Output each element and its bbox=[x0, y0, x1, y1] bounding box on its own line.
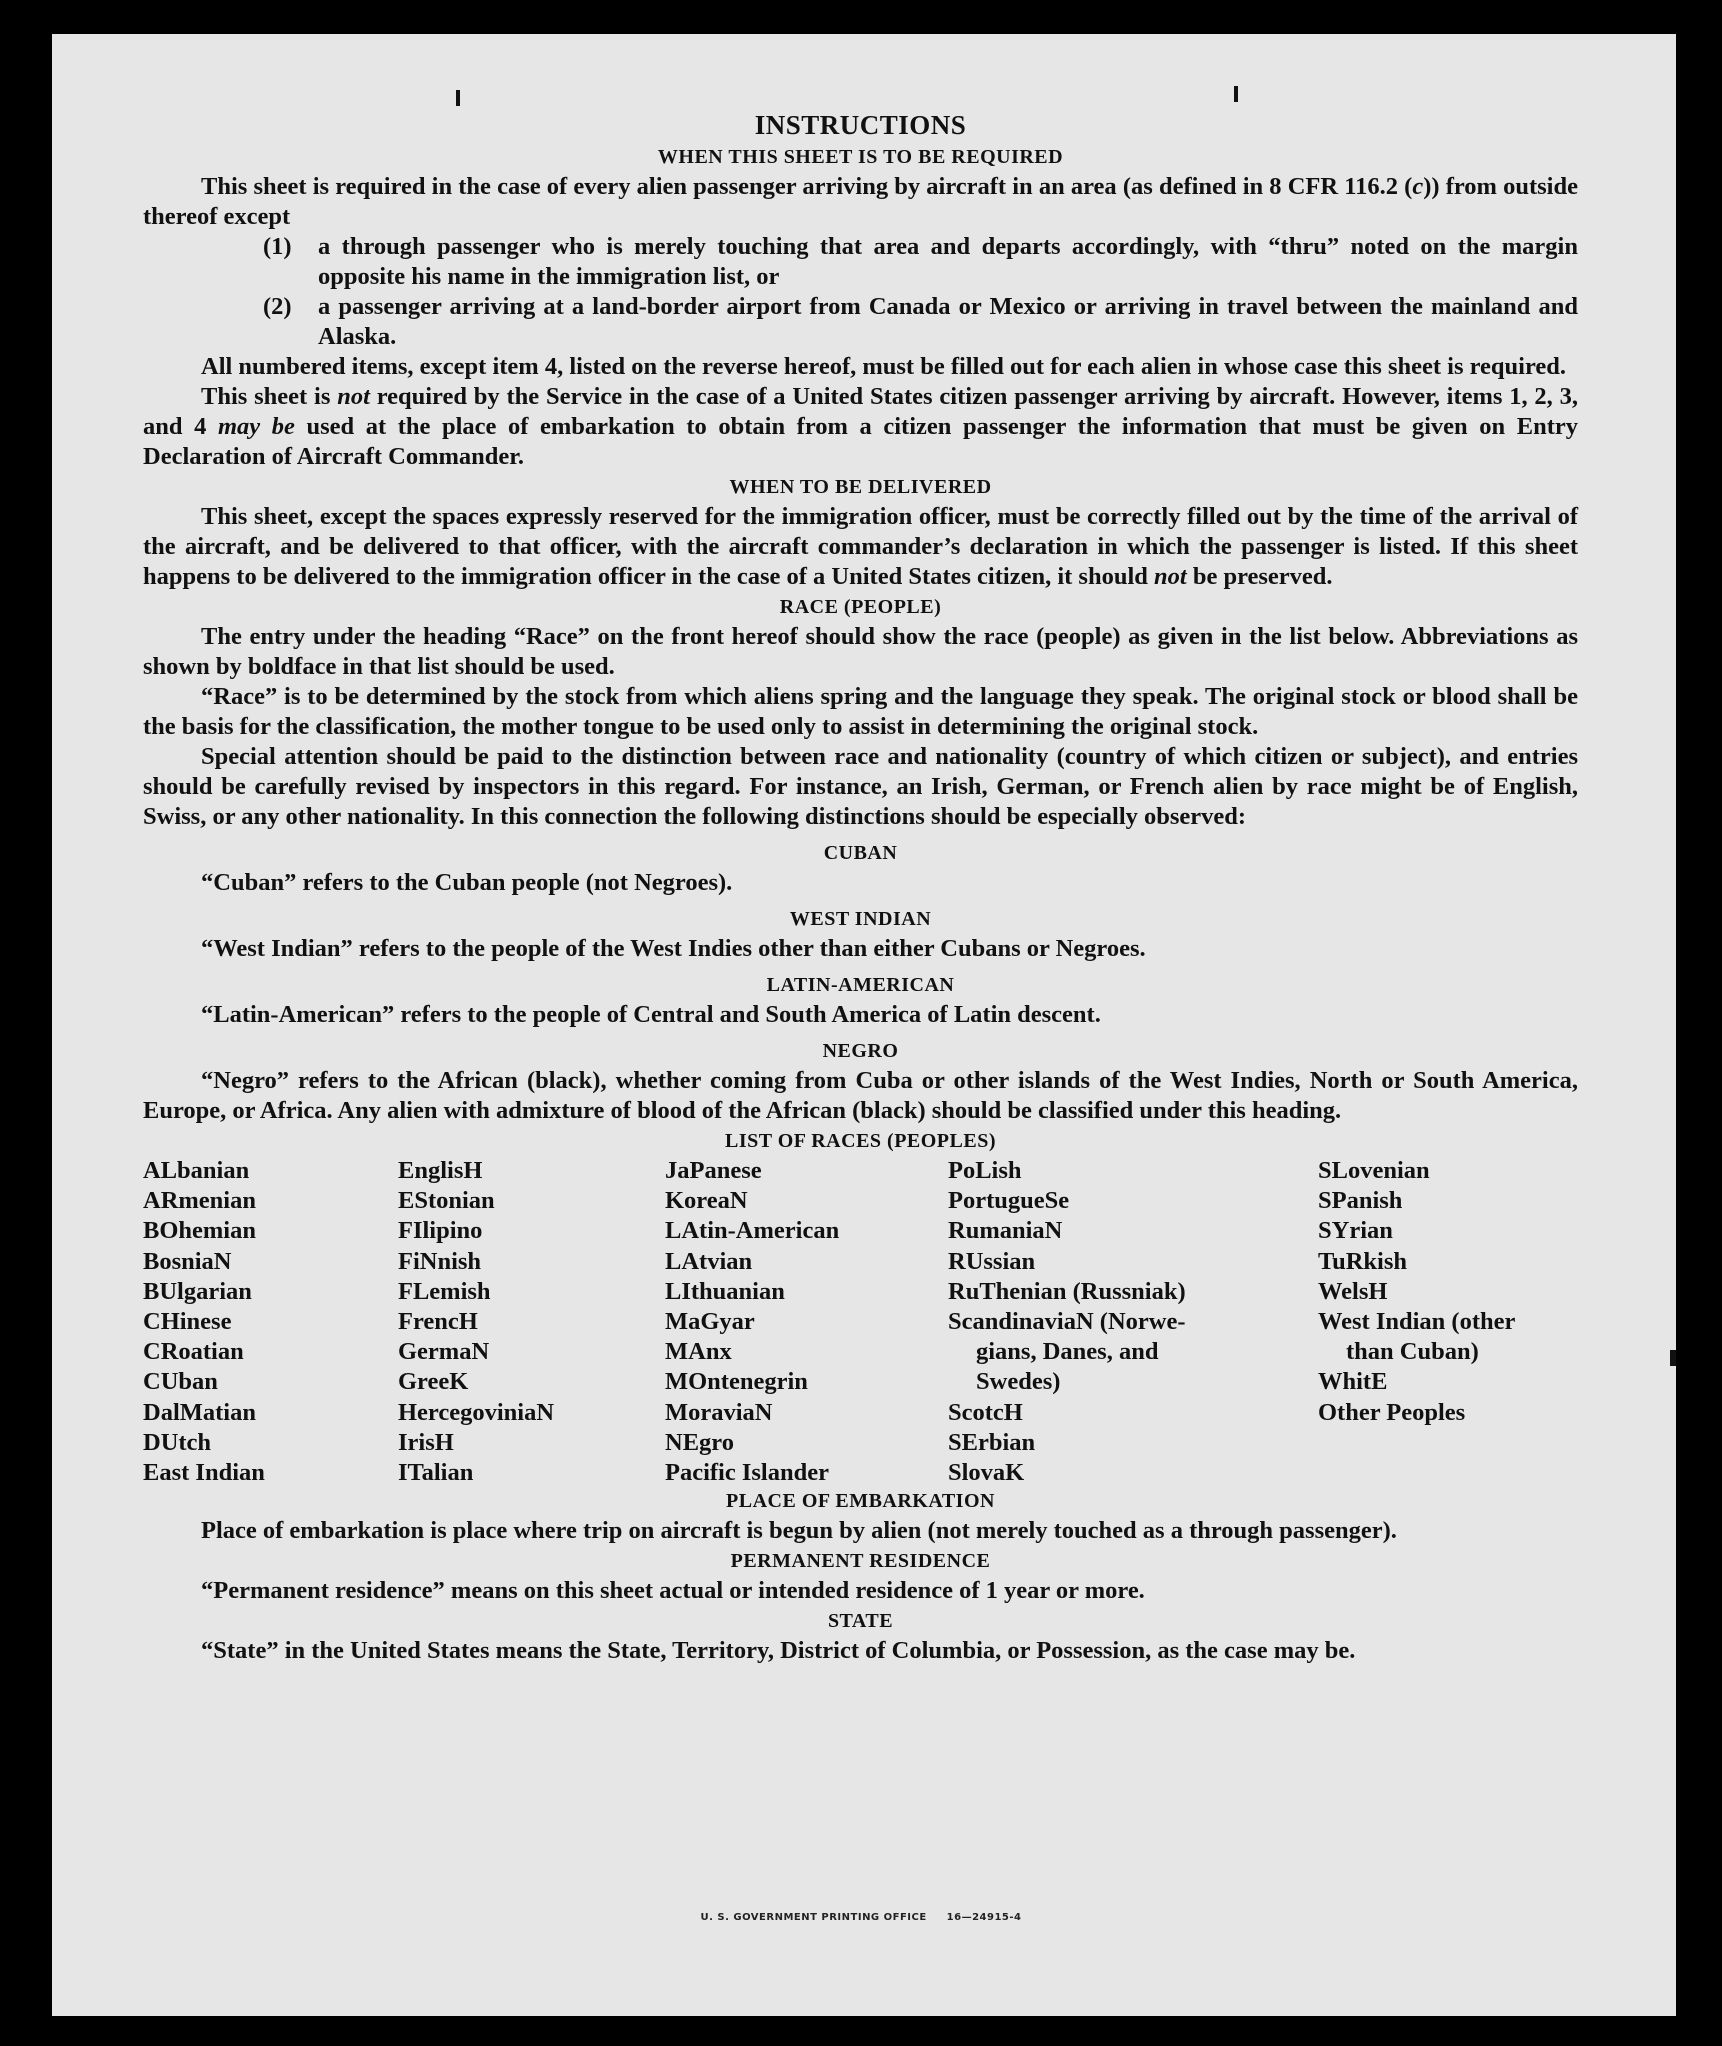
emphasis-text: c bbox=[1412, 173, 1424, 200]
race-entry: NEgro bbox=[665, 1428, 734, 1456]
race-entry: RUssian bbox=[948, 1247, 1036, 1275]
race-entry: MOntenegrin bbox=[665, 1368, 808, 1396]
race-entry: EnglisH bbox=[398, 1157, 483, 1184]
text-run: a through passenger who is merely touching that area and departs accordingly, with “thru” noted on the margin opposite his name in the immigration list, or bbox=[318, 233, 1578, 290]
section-heading: PLACE OF EMBARKATION bbox=[726, 1490, 995, 1512]
paragraph bbox=[143, 1516, 1578, 1546]
race-entry: WelsH bbox=[1318, 1277, 1388, 1305]
races-column bbox=[398, 1156, 554, 1488]
races-list bbox=[143, 1156, 1578, 1486]
race-entry: MoraviaN bbox=[665, 1398, 773, 1426]
race-entry: ITalian bbox=[398, 1459, 474, 1487]
page-title: INSTRUCTIONS bbox=[754, 110, 967, 140]
races-column bbox=[143, 1156, 265, 1488]
races-column bbox=[948, 1156, 1186, 1488]
race-entry: BosniaN bbox=[143, 1247, 232, 1275]
printing-office: U. S. GOVERNMENT PRINTING OFFICE bbox=[700, 1912, 927, 1923]
scan-mark bbox=[1670, 1350, 1676, 1366]
race-entry: ARmenian bbox=[143, 1187, 256, 1215]
emphasis-text: not bbox=[1154, 563, 1187, 590]
race-entry: KoreaN bbox=[665, 1187, 748, 1215]
race-entry: PortugueSe bbox=[948, 1187, 1070, 1215]
paragraph bbox=[143, 1000, 1578, 1030]
race-entry: BUlgarian bbox=[143, 1277, 252, 1305]
race-entry: FrencH bbox=[398, 1308, 478, 1336]
race-entry: FIlipino bbox=[398, 1217, 483, 1245]
race-entry: MAnx bbox=[665, 1338, 732, 1366]
paragraph bbox=[143, 352, 1578, 382]
race-entry: HercegoviniaN bbox=[398, 1398, 555, 1426]
race-entry: Other Peoples bbox=[1318, 1398, 1466, 1426]
text-run: This sheet, except the spaces expressly reserved for the immigration officer, must be correctly filled out by the time of the arrival of the aircraft, and be delivered to that officer, with the aircraft commander’s declaration in which the passenger is listed. If this sheet happens to be delivered to the immigration officer in the case of a United States citizen, it should bbox=[143, 503, 1578, 590]
section-heading: LATIN-AMERICAN bbox=[766, 974, 955, 996]
race-entry: BOhemian bbox=[143, 1217, 256, 1245]
race-entry: LIthuanian bbox=[665, 1277, 785, 1305]
race-entry: CHinese bbox=[143, 1308, 232, 1336]
race-entry: SYrian bbox=[1318, 1217, 1393, 1245]
race-entry: JaPanese bbox=[665, 1157, 762, 1184]
section-heading-list-of-races: LIST OF RACES (PEOPLES) bbox=[724, 1130, 996, 1152]
race-entry: WhitE bbox=[1318, 1368, 1388, 1396]
race-entry: GermaN bbox=[398, 1338, 490, 1366]
races-column bbox=[665, 1156, 839, 1488]
section-heading: NEGRO bbox=[822, 1040, 899, 1062]
form-code: 16—24915-4 bbox=[946, 1912, 1022, 1923]
paragraph bbox=[143, 934, 1578, 964]
text-run: used at the place of embarkation to obtain from a citizen passenger the information that must be given on Entry Declaration of Aircraft Commander. bbox=[143, 413, 1578, 470]
text-run: “Race” is to be determined by the stock from which aliens spring and the language they speak. The original stock or blood shall be the basis for the classification, the mother tongue to be used only to assist in determining the original stock. bbox=[143, 683, 1578, 740]
text-run: “Permanent residence” means on this sheet actual or intended residence of 1 year or more. bbox=[201, 1577, 1145, 1604]
paragraph bbox=[143, 502, 1578, 592]
race-entry: Pacific Islander bbox=[665, 1459, 829, 1487]
race-entry: ScotcH bbox=[948, 1398, 1023, 1426]
text-run: Place of embarkation is place where trip on aircraft is begun by alien (not merely touched as a through passenger). bbox=[201, 1517, 1397, 1544]
paragraph bbox=[143, 682, 1578, 742]
paragraph bbox=[143, 1576, 1578, 1606]
text-run: “Latin-American” refers to the people of Central and South America of Latin descent. bbox=[201, 1001, 1101, 1028]
instruction-sections bbox=[143, 142, 1578, 1126]
instructions-content bbox=[143, 108, 1578, 1666]
race-entry: SLovenian bbox=[1318, 1157, 1430, 1184]
race-entry: gians, Danes, and bbox=[976, 1338, 1159, 1366]
race-entry: EStonian bbox=[398, 1187, 495, 1215]
numbered-item bbox=[143, 232, 1578, 292]
section-heading: STATE bbox=[827, 1610, 894, 1632]
scan-mark bbox=[456, 90, 460, 106]
paragraph bbox=[143, 1636, 1578, 1666]
race-entry: SlovaK bbox=[948, 1459, 1025, 1487]
text-run: “Cuban” refers to the Cuban people (not Negroes). bbox=[201, 869, 733, 896]
text-run: This sheet is bbox=[201, 383, 338, 410]
printer-imprint bbox=[0, 1912, 1722, 1923]
numbered-item bbox=[143, 292, 1578, 352]
text-run: a passenger arriving at a land-border airport from Canada or Mexico or arriving in travel between the mainland and Alaska. bbox=[318, 293, 1578, 350]
race-entry: GreeK bbox=[398, 1368, 469, 1396]
section-heading: WEST INDIAN bbox=[789, 908, 932, 930]
scan-mark bbox=[1234, 86, 1238, 102]
race-entry: LAtin-American bbox=[665, 1217, 840, 1245]
section-heading: PERMANENT RESIDENCE bbox=[730, 1550, 991, 1572]
race-entry: PoLish bbox=[948, 1157, 1022, 1184]
races-column bbox=[1318, 1156, 1515, 1428]
section-heading: WHEN TO BE DELIVERED bbox=[729, 476, 992, 498]
paragraph bbox=[143, 382, 1578, 472]
paragraph bbox=[143, 868, 1578, 898]
race-entry: CRoatian bbox=[143, 1338, 244, 1366]
item-text bbox=[318, 232, 1578, 292]
race-entry: MaGyar bbox=[665, 1308, 755, 1336]
race-entry: FiNnish bbox=[398, 1247, 482, 1275]
race-entry: RumaniaN bbox=[948, 1217, 1063, 1245]
item-text bbox=[318, 292, 1578, 352]
text-run: “West Indian” refers to the people of the West Indies other than either Cubans or Negroes. bbox=[201, 935, 1146, 962]
race-entry: than Cuban) bbox=[1346, 1338, 1479, 1366]
emphasis-text: not bbox=[337, 383, 370, 410]
race-entry: ALbanian bbox=[143, 1157, 250, 1184]
item-number: (2) bbox=[263, 293, 292, 320]
text-run: “State” in the United States means the State, Territory, District of Columbia, or Possession, as the case may be. bbox=[201, 1637, 1356, 1664]
paragraph bbox=[143, 742, 1578, 832]
race-entry: SErbian bbox=[948, 1428, 1036, 1456]
section-heading: WHEN THIS SHEET IS TO BE REQUIRED bbox=[657, 146, 1064, 168]
text-run: required by the Service in the case of a United States citizen passenger arriving by aircraft. However, items 1, 2, 3, and 4 bbox=[143, 383, 1579, 440]
race-entry: FLemish bbox=[398, 1277, 491, 1305]
race-entry: DalMatian bbox=[143, 1398, 256, 1426]
race-entry: TuRkish bbox=[1318, 1247, 1408, 1275]
race-entry: DUtch bbox=[143, 1428, 212, 1456]
race-entry: IrisH bbox=[398, 1428, 454, 1456]
race-entry: West Indian (other bbox=[1318, 1308, 1516, 1336]
text-run: Special attention should be paid to the distinction between race and nationality (country of which citizen or subject), and entries should be carefully revised by inspectors in this regard. For instance, an Irish, German, or French alien by race might be of English, Swiss, or any other nationality. In this connection the following distinctions should be especially observed: bbox=[143, 743, 1578, 830]
section-heading: RACE (PEOPLE) bbox=[779, 596, 942, 618]
race-entry: LAtvian bbox=[665, 1247, 753, 1275]
definition-sections bbox=[143, 1486, 1578, 1666]
text-run: All numbered items, except item 4, listed on the reverse hereof, must be filled out for each alien in whose case this sheet is required. bbox=[201, 353, 1567, 380]
race-entry: ScandinaviaN (Norwe- bbox=[948, 1308, 1186, 1336]
text-run: This sheet is required in the case of every alien passenger arriving by aircraft in an area (as defined in 8 CFR 116.2 ( bbox=[201, 173, 1413, 200]
text-run: be preserved. bbox=[1186, 563, 1333, 590]
race-entry: East Indian bbox=[143, 1459, 265, 1487]
section-heading: CUBAN bbox=[823, 842, 898, 864]
race-entry: Swedes) bbox=[976, 1368, 1061, 1396]
text-run: The entry under the heading “Race” on the front hereof should show the race (people) as given in the list below. Abbreviations as shown by boldface in that list should be used. bbox=[143, 623, 1578, 680]
emphasis-text: may be bbox=[217, 413, 295, 440]
item-number: (1) bbox=[263, 233, 292, 260]
race-entry: SPanish bbox=[1318, 1187, 1403, 1215]
race-entry: RuThenian (Russniak) bbox=[948, 1277, 1186, 1305]
text-run: “Negro” refers to the African (black), whether coming from Cuba or other islands of the West Indies, North or South America, Europe, or Africa. Any alien with admixture of blood of the African (black) should be classified under this heading. bbox=[143, 1067, 1578, 1124]
text-run: )) from outside thereof except bbox=[143, 173, 1578, 230]
paragraph bbox=[143, 1066, 1578, 1126]
race-entry: CUban bbox=[143, 1368, 218, 1396]
paragraph bbox=[143, 172, 1578, 232]
paragraph bbox=[143, 622, 1578, 682]
